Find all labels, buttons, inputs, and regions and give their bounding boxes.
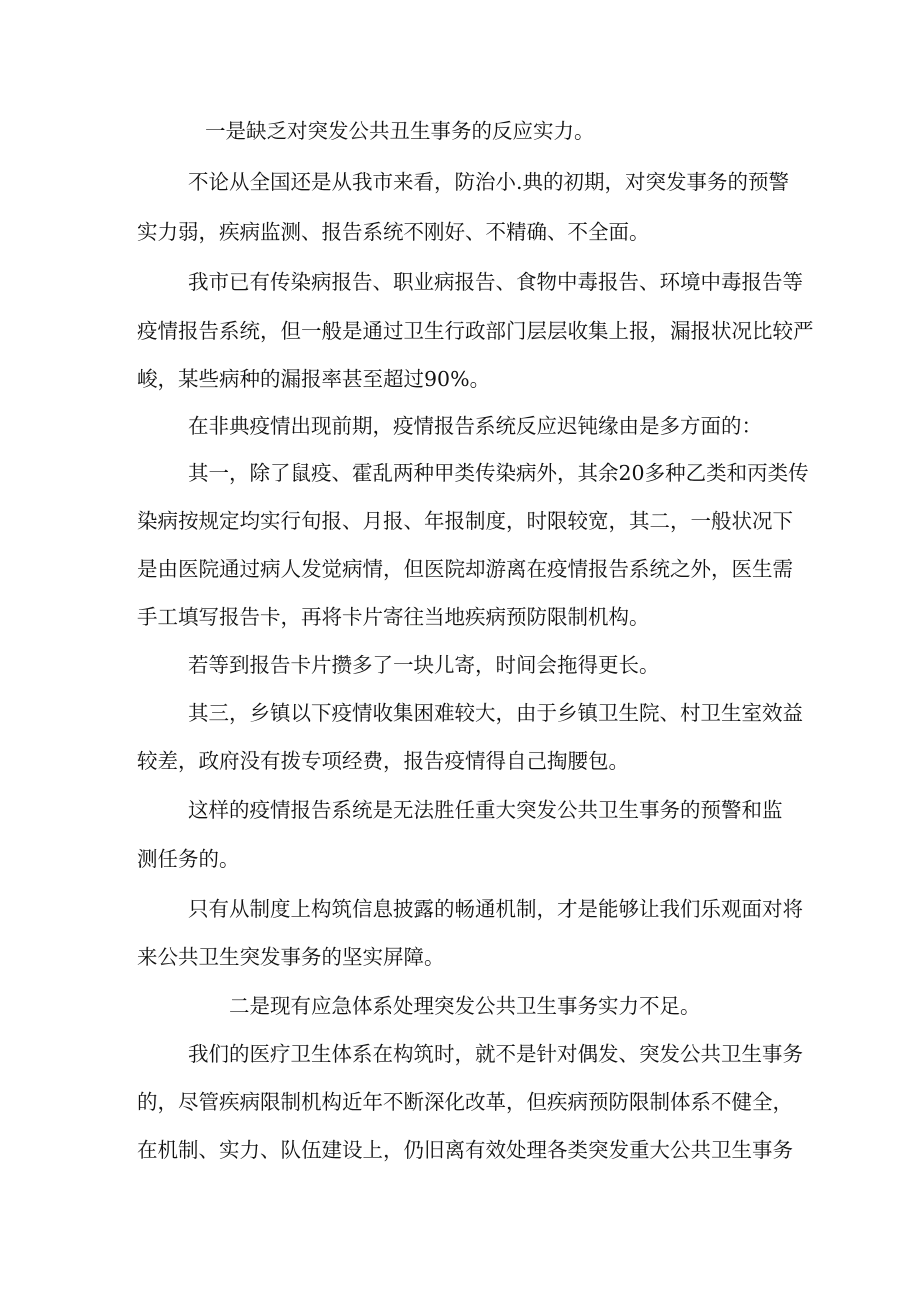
paragraph-line: 染病按规定均实行旬报、月报、年报制度，时限较宽，其二，一般状况下 — [137, 509, 793, 533]
paragraph-line: 疫情报告系统，但一般是通过卫生行政部门层层收集上报，漏报状况比较严 — [137, 319, 814, 343]
paragraph-line: 一是缺乏对突发公共丑生事务的反应实力。 — [205, 119, 595, 143]
paragraph-line: 手工填写报告卡，再将卡片寄往当地疾病预防限制机构。 — [137, 605, 650, 629]
paragraph-line: 是由医院通过病人发觉病情，但医院却游离在疫情报告系统之外，医生需 — [137, 557, 793, 581]
paragraph-line: 若等到报告卡片攒多了一块儿寄，时间会拖得更长。 — [188, 653, 660, 677]
paragraph-line: 在机制、实力、队伍建设上，仍旧离有效处理各类突发重大公共卫生事务 — [137, 1138, 793, 1162]
paragraph-line: 来公共卫生突发事务的坚实屏障。 — [137, 945, 445, 969]
paragraph-line: 我们的医疗卫生体系在构筑时，就不是针对偶发、突发公共卫生事务 — [188, 1042, 803, 1066]
paragraph-line: 测任务的。 — [137, 847, 240, 871]
paragraph-line: 在非典疫情出现前期，疫情报告系统反应迟钝缘由是多方面的： — [188, 414, 762, 438]
paragraph-line: 实力弱，疾病监测、报告系统不刚好、不精确、不全面。 — [137, 220, 650, 244]
paragraph-line: 只有从制度上构筑信息披露的畅通机制，才是能够让我们乐观面对将 — [188, 897, 803, 921]
paragraph-line: 这样的疫情报告系统是无法胜任重大突发公共卫生事务的预警和监 — [188, 798, 783, 822]
paragraph-line: 其三，乡镇以下疫情收集困难较大，由于乡镇卫生院、村卫生室效益 — [188, 701, 803, 725]
paragraph-line: 峻，某些病种的漏报率甚至超过90%。 — [137, 367, 491, 391]
paragraph-line: 二是现有应急体系处理突发公共卫生事务实力不足。 — [229, 994, 701, 1018]
paragraph-line: 其一，除了鼠疫、霍乱两种甲类传染病外，其余20多种乙类和丙类传 — [188, 461, 809, 485]
paragraph-line: 我市已有传染病报告、职业病报告、食物中毒报告、环境中毒报告等 — [188, 270, 803, 294]
paragraph-line: 较差，政府没有拨专项经费，报告疫情得自己掏腰包。 — [137, 749, 629, 773]
paragraph-line: 不论从全国还是从我市来看，防治小.典的初期，对突发事务的预警 — [188, 170, 790, 194]
paragraph-line: 的，尽管疾病限制机构近年不断深化改革，但疾病预防限制体系不健全， — [137, 1090, 793, 1114]
